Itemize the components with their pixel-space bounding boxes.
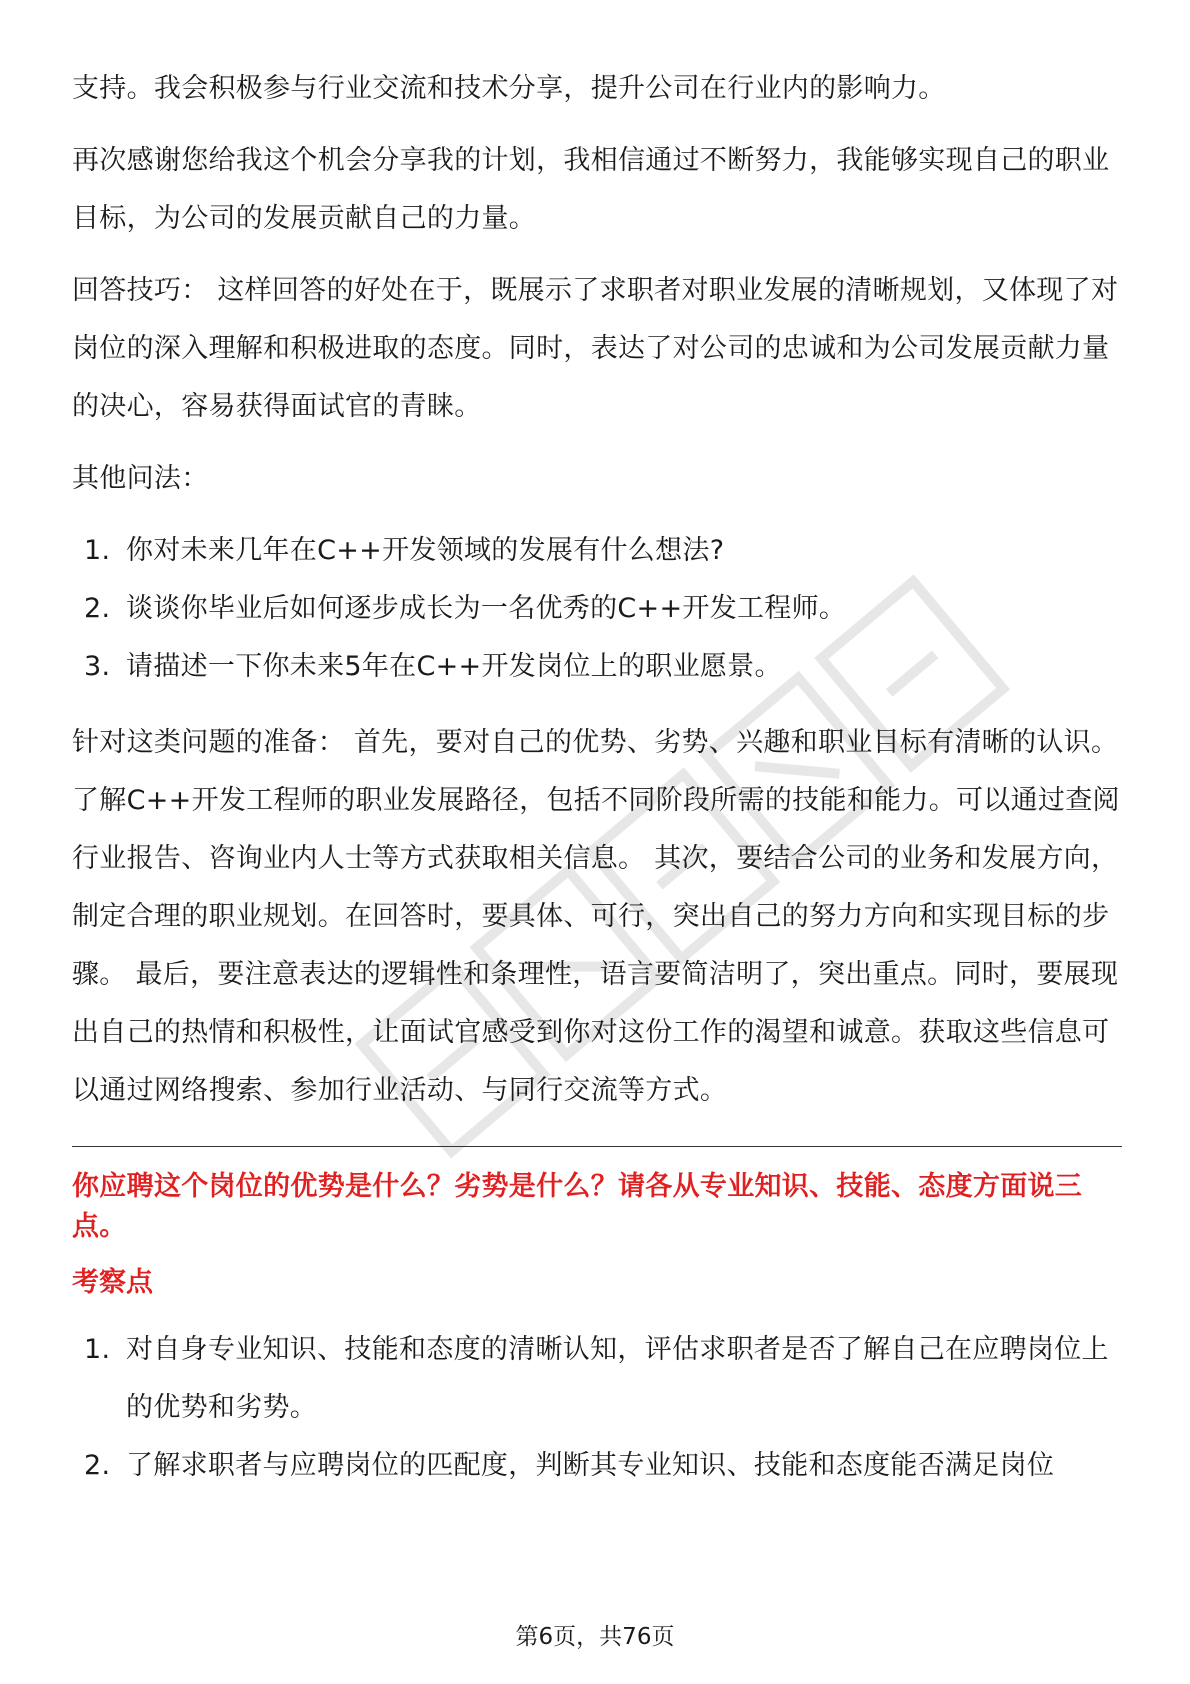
- section-divider: [72, 1146, 1122, 1147]
- other-questions-list: [72, 522, 1122, 696]
- list-item-number: 1.: [84, 535, 111, 566]
- list-item-text: 谈谈你毕业后如何逐步成长为一名优秀的C++开发工程师。: [126, 593, 847, 624]
- page-footer: 第6页，共76页: [515, 1624, 675, 1650]
- list-item: [72, 638, 1122, 696]
- question-heading: 你应聘这个岗位的优势是什么？劣势是什么？请各从专业知识、技能、态度方面说三点。: [72, 1171, 1083, 1242]
- list-item: [72, 1437, 1122, 1495]
- paragraph-thanks: 再次感谢您给我这个机会分享我的计划，我相信通过不断努力，我能够实现自己的职业目标，为公司的发展贡献自己的力量。: [72, 145, 1110, 234]
- paragraph-preparation: 针对这类问题的准备： 首先，要对自己的优势、劣势、兴趣和职业目标有清晰的认识。了解C++开发工程师的职业发展路径，包括不同阶段所需的技能和能力。可以通过查阅行业报告、咨询业内人士等方式获取相关信息。 其次，要结合公司的业务和发展方向，制定合理的职业规划。在回答时，要具体、可行，突出自己的努力方向和实现目标的步骤。 最后，要注意表达的逻辑性和条理性，语言要简洁明了，突出重点。同时，要展现出自己的热情和积极性，让面试官感受到你对这份工作的渴望和诚意。获取这些信息可以通过网络搜索、参加行业活动、与同行交流等方式。: [72, 727, 1120, 1106]
- paragraph-answer-tips: 回答技巧： 这样回答的好处在于，既展示了求职者对职业发展的清晰规划，又体现了对岗位的深入理解和积极进取的态度。同时，表达了对公司的忠诚和为公司发展贡献力量的决心，容易获得面试官的青睐。: [72, 275, 1119, 422]
- main-content: [72, 60, 1122, 1513]
- list-item: [72, 522, 1122, 580]
- list-item-text: 了解求职者与应聘岗位的匹配度，判断其专业知识、技能和态度能否满足岗位: [126, 1450, 1055, 1481]
- list-item: [72, 580, 1122, 638]
- assessment-points-list: [72, 1321, 1122, 1495]
- assessment-heading: 考察点: [72, 1267, 153, 1298]
- paragraph-support: 支持。我会积极参与行业交流和技术分享，提升公司在行业内的影响力。: [72, 73, 946, 104]
- list-item-number: 1.: [84, 1334, 111, 1365]
- list-item-number: 3.: [84, 651, 111, 682]
- list-item: [72, 1321, 1122, 1437]
- list-item-text: 你对未来几年在C++开发领域的发展有什么想法?: [126, 535, 725, 566]
- list-item-number: 2.: [84, 1450, 111, 1481]
- paragraph-other-questions-label: 其他问法：: [72, 463, 209, 494]
- list-item-text: 请描述一下你未来5年在C++开发岗位上的职业愿景。: [126, 651, 782, 682]
- list-item-number: 2.: [84, 593, 111, 624]
- list-item-text: 对自身专业知识、技能和态度的清晰认知，评估求职者是否了解自己在应聘岗位上的优势和劣势。: [126, 1334, 1109, 1423]
